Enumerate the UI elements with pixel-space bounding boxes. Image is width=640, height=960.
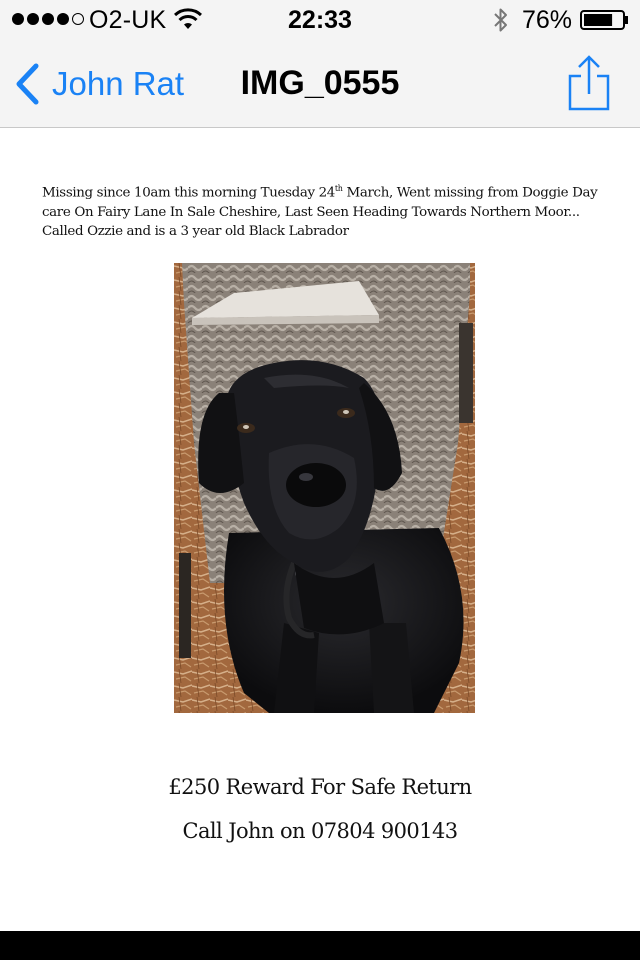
- back-label: John Rat: [52, 65, 185, 102]
- reward-text: £250 Reward For Safe Return: [168, 775, 472, 799]
- bluetooth-icon: [492, 6, 510, 34]
- description-line: Called Ozzie and is a 3 year old Black Labrador: [42, 224, 349, 240]
- battery-percent: 76%: [522, 6, 573, 34]
- battery-icon: [580, 10, 630, 30]
- description-text: March, Went missing from Doggie Day: [342, 185, 598, 201]
- contact-text: Call John on 07804 900143: [182, 819, 458, 843]
- navigation-bar: [0, 40, 640, 128]
- document-view[interactable]: [0, 129, 640, 931]
- share-icon[interactable]: [566, 54, 612, 112]
- dog-photo: [174, 263, 475, 713]
- description-superscript: th: [334, 184, 343, 193]
- description-line: [42, 179, 598, 203]
- carrier-name: O2-UK: [89, 6, 167, 34]
- description-line: care On Fairy Lane In Sale Cheshire, Last Seen Heading Towards Northern Moor...: [42, 204, 580, 220]
- clock: 22:33: [288, 6, 352, 34]
- missing-description: [42, 179, 598, 242]
- page-title: IMG_0555: [240, 64, 400, 102]
- description-text: Missing since 10am this morning Tuesday 24: [42, 185, 335, 201]
- bottom-bar: [0, 931, 640, 960]
- status-bar: [0, 0, 640, 40]
